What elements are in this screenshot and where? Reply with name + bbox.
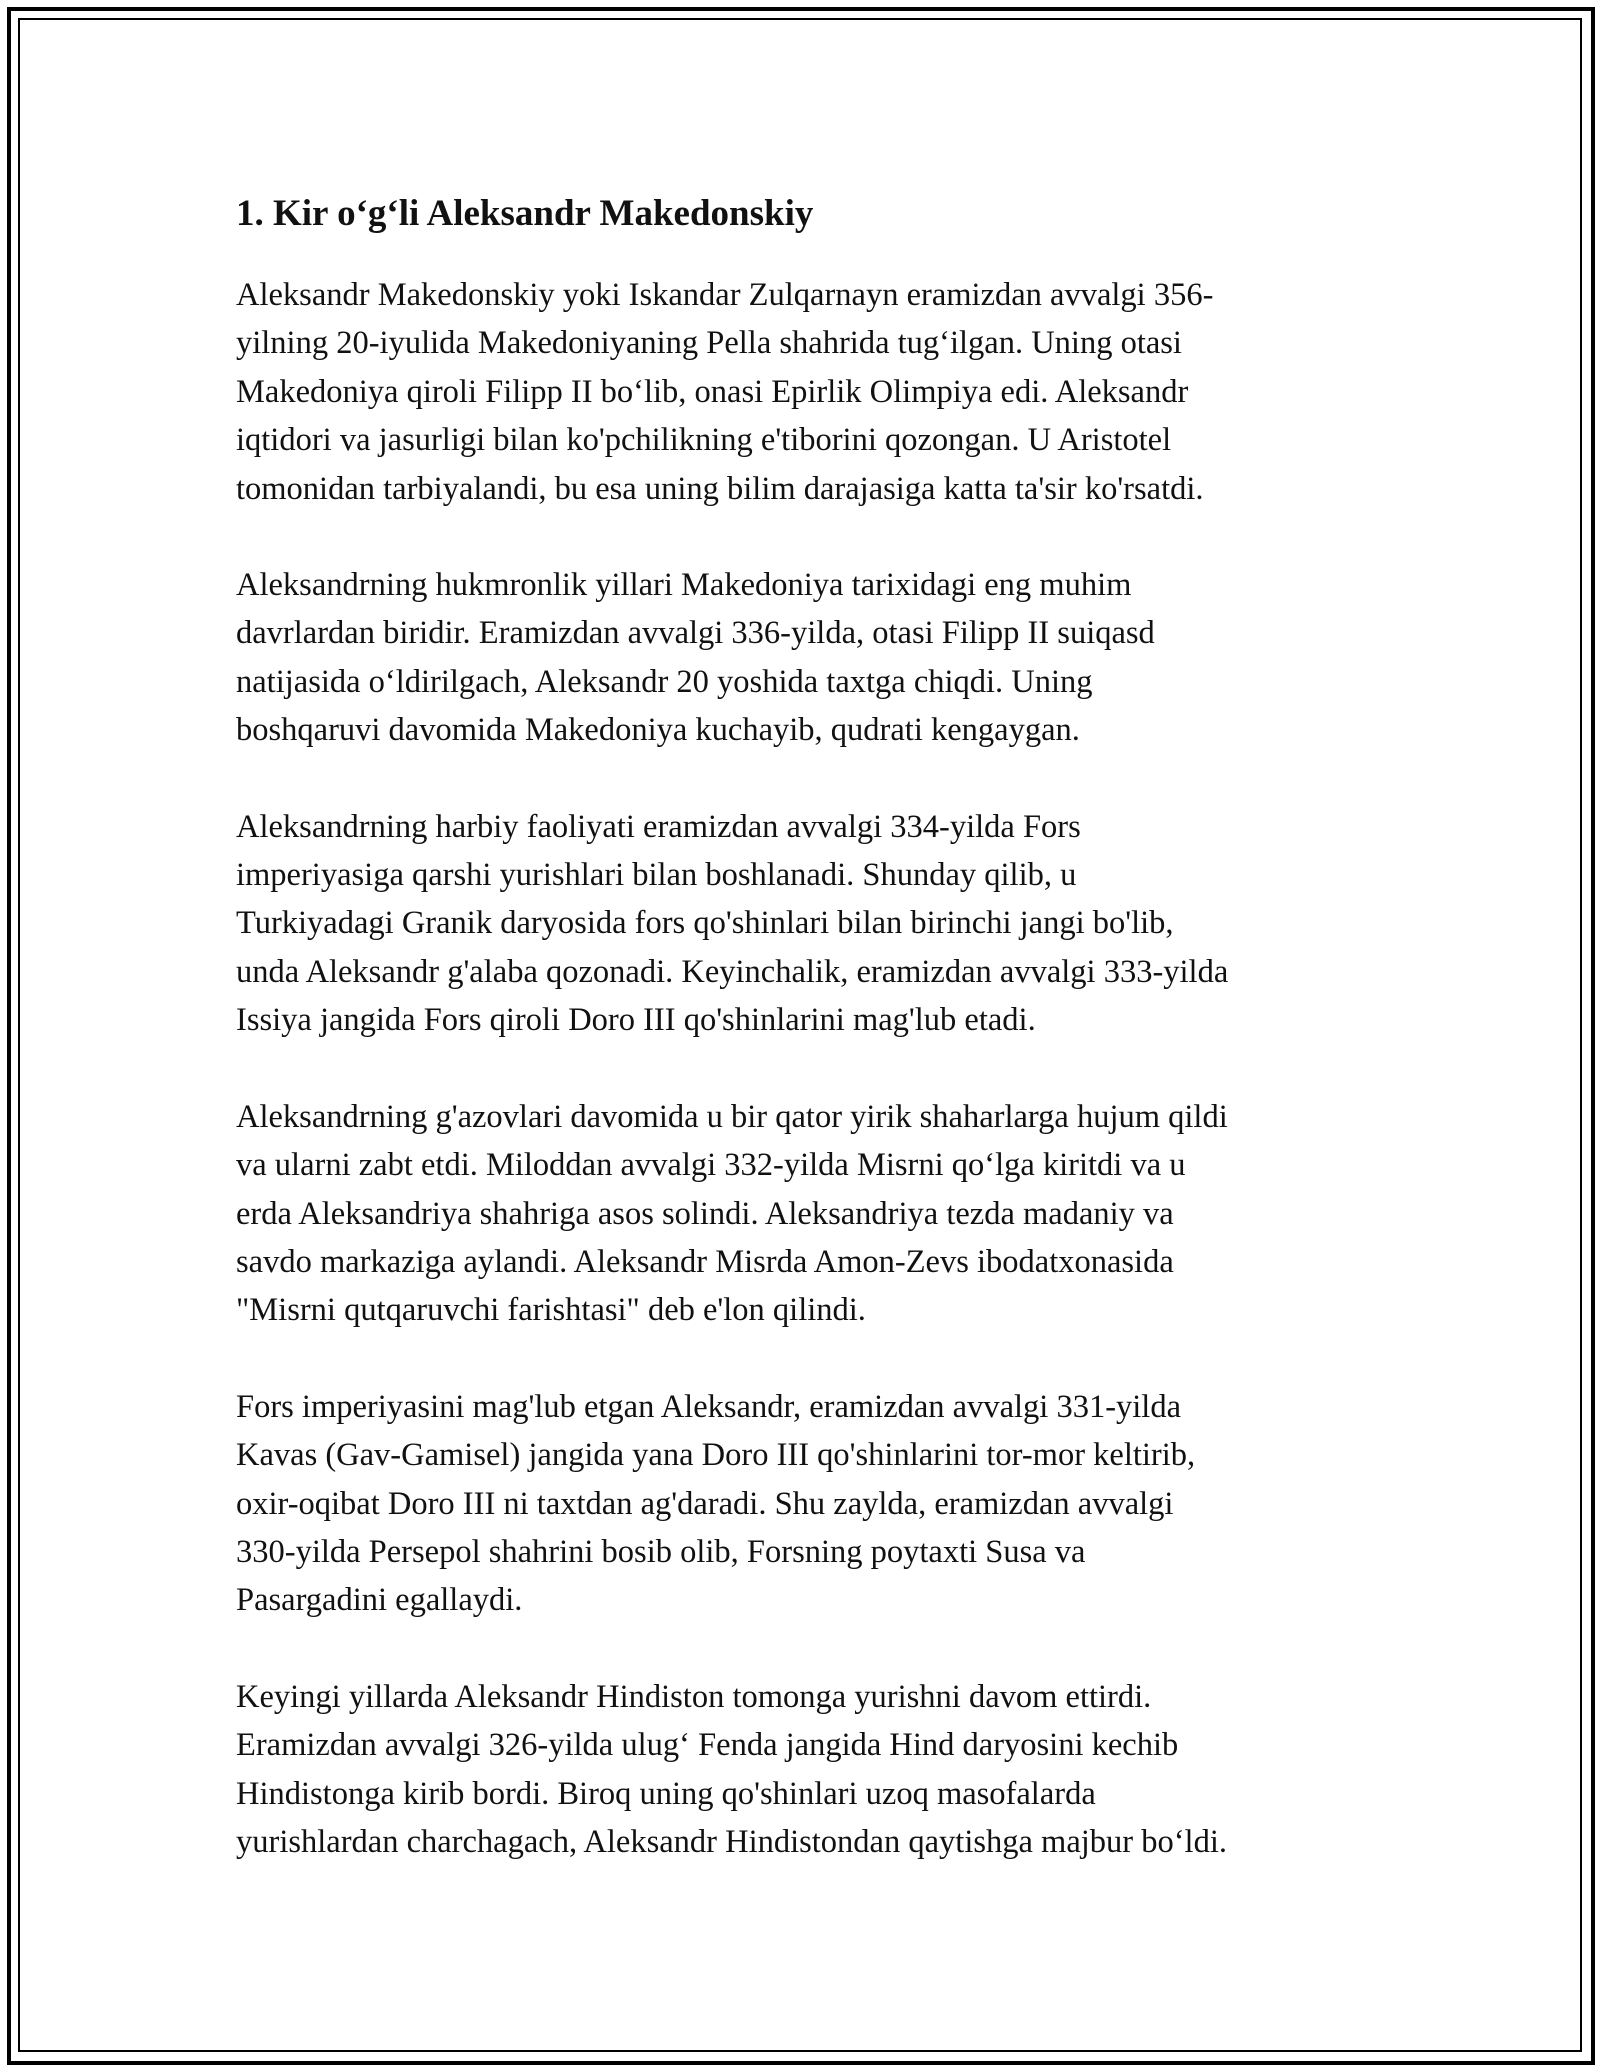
paragraph-birth: Aleksandr Makedonskiy yoki Iskandar Zulqarnayn eramizdan avvalgi 356- yilning 20-iyulida Makedoniyaning Pella shahrida tug‘ilgan. Uning otasi Makedoniya qiroli Filipp II bo‘lib, onasi Epirlik Olimpiya edi. Aleksandr iqtidori va jasurligi bilan ko'pchilikning e'tiborini qozongan. U Aristotel tomonidan tarbiyalandi, bu esa uning bilim darajasiga katta ta'sir ko'rsatdi. [236, 277, 1214, 507]
paragraph-persia: Fors imperiyasini mag'lub etgan Aleksandr, eramizdan avvalgi 331-yilda Kavas (Gav-Gamisel) jangida yana Doro III qo'shinlarini tor-mor keltirib, oxir-oqibat Doro III ni taxtdan ag'daradi. Shu zaylda, eramizdan avvalgi 330-yilda Persepol shahrini bosib olib, Forsning poytaxti Susa va Pasargadini egallaydi. [236, 1388, 1196, 1619]
paragraph-military: Aleksandrning harbiy faoliyati eramizdan avvalgi 334-yilda Fors imperiyasiga qarshi yurishlari bilan boshlanadi. Shunday qilib, u Turkiyadagi Granik daryosida fors qo'shinlari bilan birinchi jangi bo'lib, unda Aleksandr g'alaba qozonadi. Keyinchalik, eramizdan avvalgi 333-yilda Issiya jangida Fors qiroli Doro III qo'shinlarini mag'lub etadi. [236, 808, 1229, 1039]
paragraph-reign: Aleksandrning hukmronlik yillari Makedoniya tarixidagi eng muhim davrlardan biridir. Eramizdan avvalgi 336-yilda, otasi Filipp II suiqasd natijasida o‘ldirilgach, Aleksandr 20 yoshida taxtga chiqdi. Uning boshqaruvi davomida Makedoniya kuchayib, qudrati kengaygan. [236, 567, 1155, 749]
paragraph-india: Keyingi yillarda Aleksandr Hindiston tomonga yurishni davom ettirdi. Eramizdan avvalgi 326-yilda ulug‘ Fenda jangida Hind daryosini kechib Hindistonga kirib bordi. Biroq uning qo'shinlari uzoq masofalarda yurishlardan charchagach, Aleksandr Hindistondan qaytishga majbur bo‘ldi. [236, 1678, 1227, 1860]
paragraph-conquests: Aleksandrning g'azovlari davomida u bir qator yirik shaharlarga hujum qildi va ularni zabt etdi. Miloddan avvalgi 332-yilda Misrni qo‘lga kiritdi va u erda Aleksandriya shahriga asos solindi. Aleksandriya tezda madaniy va savdo markaziga aylandi. Aleksandr Misrda Amon-Zevs ibodatxonasida "Misrni qutqaruvchi farishtasi" deb e'lon qilindi. [236, 1098, 1228, 1329]
document-body [236, 185, 1376, 1914]
document-title: 1. Kir o‘g‘li Aleksandr Makedonskiy [236, 193, 814, 234]
